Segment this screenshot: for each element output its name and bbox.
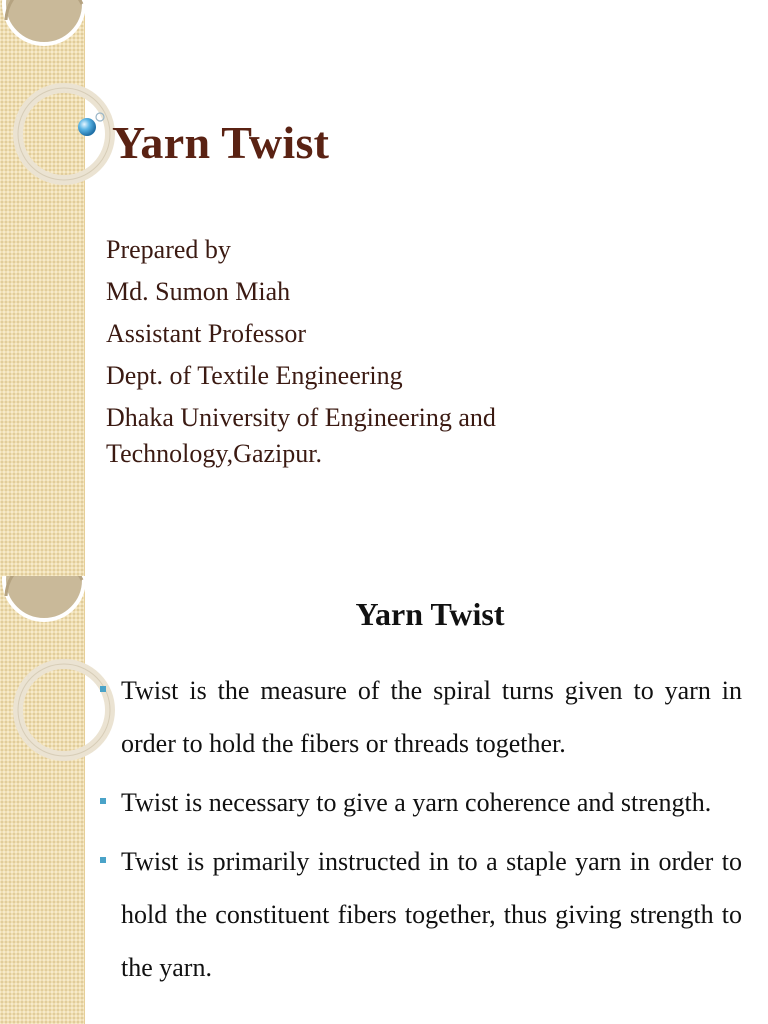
info-line-author-name: Md. Sumon Miah [106,277,291,306]
slide-title: Yarn Twist [112,117,330,168]
list-item [100,664,742,770]
info-line-institution: Dhaka University of Engineering and Technology,Gazipur. [106,403,496,468]
accent-bead-icon [78,118,96,136]
info-line-prepared-by: Prepared by [106,235,231,264]
info-line-department: Dept. of Textile Engineering [106,361,403,390]
author-info [106,232,576,478]
list-item [100,835,742,994]
bullet-list [100,664,742,1000]
slide-heading: Yarn Twist [355,596,505,632]
bullet-text: Twist is necessary to give a yarn coherence and strength. [121,788,712,817]
bullet-text: Twist is primarily instructed in to a staple yarn in order to hold the constituent fibers together, thus giving strength to the yarn. [121,847,742,982]
info-line-position: Assistant Professor [106,319,307,348]
square-bullet-icon [100,798,106,804]
decorative-rings [0,0,130,200]
square-bullet-icon [100,857,106,863]
content-slide [0,576,768,1024]
square-bullet-icon [100,686,106,692]
bullet-text: Twist is the measure of the spiral turns given to yarn in order to hold the fibers or threads together. [121,676,742,758]
list-item [100,776,742,829]
